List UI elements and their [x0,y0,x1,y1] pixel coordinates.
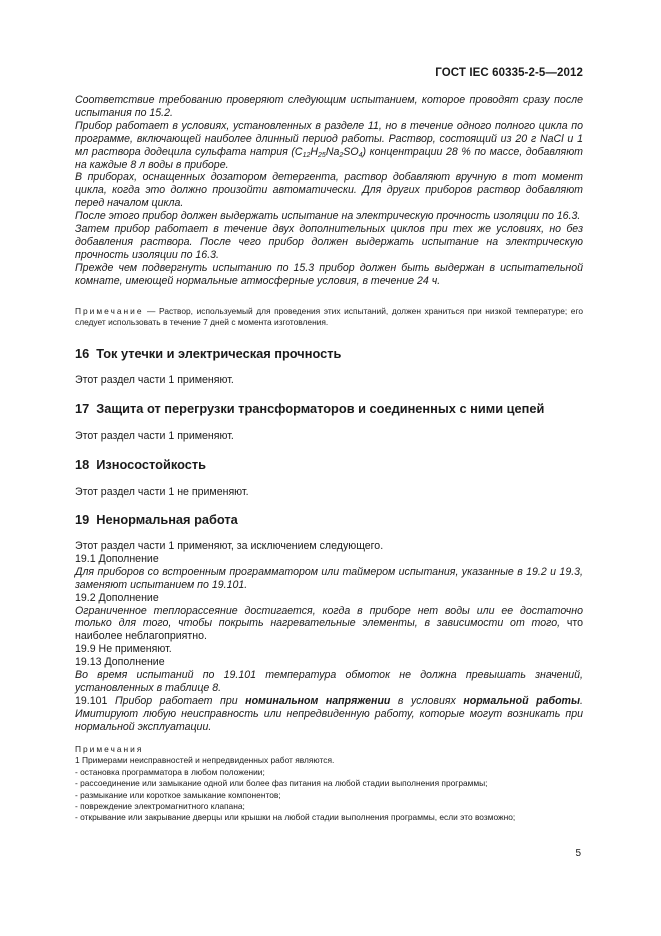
section-19-body [75,540,583,734]
note-label: Примечание [75,306,144,316]
note-item: - повреждение электромагнитного клапана; [75,801,245,812]
clause-19-2-text: Ограниченное теплорассеяние достигается, когда в приборе нет воды или ее достаточно только для того, чтобы покрыть нагревательные элементы, в зависимости от того, что наиболее неблагоприятно. [75,604,583,643]
clause-19-1-text: Для приборов со встроенным программатором или таймером испытания, указанные в 19.2 и 19.3, заменяют испытанием по 19.101. [75,565,583,591]
clause-19-9: 19.9 Не применяют. [75,643,172,656]
intro-paragraph-4: После этого прибор должен выдержать испытание на электрическую прочность изоляции по 16.3. [75,210,581,223]
note-item: - остановка программатора в любом положении; [75,766,265,777]
notes-label: Примечания [75,744,144,754]
section-17-heading: 17 Защита от перегрузки трансформаторов и соединенных с ними цепей [75,401,545,416]
document-code: ГОСТ IEC 60335-2-5—2012 [435,67,583,79]
section-19-notes [75,744,583,824]
clause-19-101: 19.101 Прибор работает при номинальном напряжении в условиях нормальной работы. Имитируют любую неисправность или непредвиденную работу, которые могут возникать при нормальной эксплуатации. [75,694,583,733]
section-19-text: Этот раздел части 1 применяют, за исключением следующего. [75,540,384,552]
section-16 [75,346,583,361]
intro-block [75,94,583,288]
intro-paragraph-2: Прибор работает в условиях, установленных в разделе 11, но в течение одного полного цикла по программе, включающей наиболее длинный период работы. Раствор, состоящий из 20 г NaCl и 1 мл раствора додецила сульфата натрия $(C_{12}H_{25}Na_2SO_4)$ концентрации 28 % по массе, добавляют на каждые 8 л воды в приборе. [75,119,583,171]
intro-paragraph-1: Соответствие требованию проверяют следующим испытанием, которое проводят сразу после испытания по 15.2. [75,94,583,119]
section-18-text: Этот раздел части 1 не применяют. [75,486,249,498]
note-item: - рассоединение или замыкание одной или более фаз питания на любой стадии выполнения программы; [75,778,488,789]
section-18 [75,457,583,472]
section-17-text: Этот раздел части 1 применяют. [75,430,234,442]
note-item: - размыкание или короткое замыкание компонентов; [75,789,281,800]
clause-19-13-text: Во время испытаний по 19.101 температура обмоток не должна превышать значений, установленных в таблице 8. [75,669,583,694]
section-18-heading: 18 Износостойкость [75,457,206,472]
intro-paragraph-6: Прежде чем подвергнуть испытанию по 15.3 прибор должен быть выдержан в испытательной комнате, имеющей нормальные атмосферные условия, в течение 24 ч. [75,261,583,287]
intro-note [75,306,583,329]
section-19-heading: 19 Ненормальная работа [75,512,238,527]
intro-paragraph-3: В приборах, оснащенных дозатором детергента, раствор добавляют вручную в тот момент цикла, когда это должно произойти автоматически. Для других приборов раствор добавляют перед началом цикла. [75,171,583,210]
section-17 [75,401,583,416]
note-text: — Раствор, используемый для проведения этих испытаний, должен храниться при низкой температуре; его следует использовать в течение 7 дней с момента изготовления. [75,306,583,328]
note-item: - открывание или закрывание дверцы или крышки на любой стадии выполнения программы, если это возможно; [75,812,516,823]
note-item: 1 Примерами неисправностей и непредвиденных работ являются. [75,755,335,766]
intro-paragraph-5: Затем прибор работает в течение двух дополнительных циклов при тех же условиях, но без добавления раствора. После чего прибор должен выдержать испытание на электрическую прочность изоляции по 16.3. [75,223,583,261]
section-19 [75,512,583,527]
section-16-text: Этот раздел части 1 применяют. [75,374,234,386]
clause-19-13: 19.13 Дополнение [75,656,165,669]
clause-19-1: 19.1 Дополнение [75,552,159,565]
section-16-heading: 16 Ток утечки и электрическая прочность [75,346,342,361]
clause-19-2: 19.2 Дополнение [75,591,159,604]
page-number: 5 [575,848,581,859]
